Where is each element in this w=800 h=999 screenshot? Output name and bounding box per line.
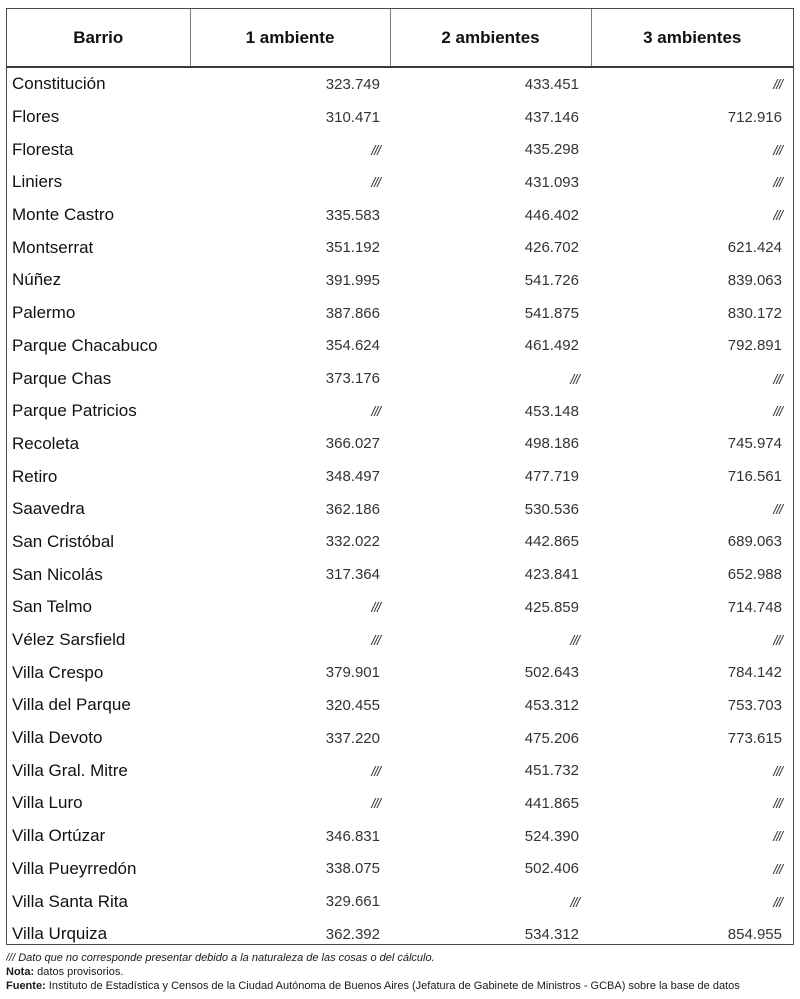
- cell-1-ambiente: 323.749: [325, 75, 380, 93]
- header-barrio: Barrio: [7, 9, 190, 67]
- cell-barrio: Saavedra: [12, 499, 85, 519]
- cell-barrio: Villa Luro: [12, 793, 83, 813]
- cell-1-ambiente: ///: [371, 762, 380, 779]
- cell-2-ambientes: 524.390: [524, 827, 579, 845]
- fuente-text: Instituto de Estadística y Censos de la Ciudad Autónoma de Buenos Aires (Jefatura de Gabinete de Ministros - GCBA) sobre la base de datos: [45, 980, 740, 992]
- table-row: [7, 133, 793, 166]
- cell-1-ambiente: 337.220: [325, 729, 380, 747]
- header-1-ambiente: 1 ambiente: [190, 9, 390, 67]
- cell-barrio: Villa Gral. Mitre: [12, 760, 128, 780]
- cell-2-ambientes: 433.451: [524, 75, 579, 93]
- cell-2-ambientes: 446.402: [524, 206, 579, 224]
- fuente-label: Fuente:: [6, 980, 46, 992]
- table-row: [7, 297, 793, 330]
- table-row: [7, 885, 793, 918]
- cell-barrio: Villa Pueyrredón: [12, 858, 137, 878]
- cell-3-ambientes: 830.172: [727, 304, 782, 322]
- cell-2-ambientes: 451.732: [524, 762, 579, 780]
- cell-3-ambientes: ///: [773, 76, 782, 93]
- price-table-frame: [6, 8, 794, 945]
- cell-2-ambientes: ///: [570, 632, 579, 649]
- cell-1-ambiente: 310.471: [325, 108, 380, 126]
- table-row: [7, 428, 793, 461]
- cell-barrio: Palermo: [12, 303, 76, 323]
- cell-barrio: Liniers: [12, 172, 63, 192]
- table-row: [7, 558, 793, 591]
- cell-2-ambientes: 431.093: [524, 173, 579, 191]
- cell-1-ambiente: 335.583: [325, 206, 380, 224]
- table-row: [7, 166, 793, 199]
- cell-1-ambiente: 320.455: [325, 696, 380, 714]
- cell-barrio: Parque Chas: [12, 368, 112, 388]
- cell-barrio: Villa Urquiza: [12, 924, 108, 944]
- cell-barrio: Villa Santa Rita: [12, 891, 128, 911]
- cell-1-ambiente: 317.364: [325, 566, 380, 584]
- cell-barrio: Recoleta: [12, 433, 80, 453]
- cell-1-ambiente: 373.176: [325, 370, 380, 388]
- cell-2-ambientes: 541.875: [524, 304, 579, 322]
- cell-barrio: Constitución: [12, 74, 106, 94]
- cell-3-ambientes: ///: [773, 207, 782, 224]
- cell-1-ambiente: 387.866: [325, 304, 380, 322]
- cell-1-ambiente: ///: [371, 403, 380, 420]
- cell-barrio: Villa del Parque: [12, 695, 131, 715]
- not-applicable-note: /// Dato que no corresponde presentar debido a la naturaleza de las cosas o del cálculo.: [6, 952, 435, 964]
- table-row: [7, 460, 793, 493]
- table-row: [7, 591, 793, 624]
- cell-1-ambiente: ///: [371, 599, 380, 616]
- footnotes: [6, 951, 796, 993]
- cell-3-ambientes: ///: [773, 795, 782, 812]
- cell-3-ambientes: ///: [773, 174, 782, 191]
- table-row: [7, 199, 793, 232]
- cell-3-ambientes: ///: [773, 762, 782, 779]
- table-row: [7, 264, 793, 297]
- cell-3-ambientes: 621.424: [727, 239, 782, 257]
- fuente-line: [6, 979, 796, 993]
- cell-barrio: Vélez Sarsfield: [12, 630, 126, 650]
- cell-3-ambientes: ///: [773, 370, 782, 387]
- cell-3-ambientes: 854.955: [727, 925, 782, 943]
- cell-barrio: Villa Ortúzar: [12, 826, 106, 846]
- cell-3-ambientes: 712.916: [727, 108, 782, 126]
- table-row: [7, 101, 793, 134]
- cell-barrio: Flores: [12, 107, 60, 127]
- cell-3-ambientes: 745.974: [727, 435, 782, 453]
- table-row: [7, 231, 793, 264]
- cell-2-ambientes: 502.643: [524, 664, 579, 682]
- cell-barrio: San Telmo: [12, 597, 93, 617]
- table-row: [7, 656, 793, 689]
- header-3-ambientes: 3 ambientes: [591, 9, 793, 67]
- cell-2-ambientes: ///: [570, 893, 579, 910]
- cell-1-ambiente: 332.022: [325, 533, 380, 551]
- cell-2-ambientes: 453.312: [524, 696, 579, 714]
- cell-2-ambientes: 423.841: [524, 566, 579, 584]
- header-2-ambientes: 2 ambientes: [390, 9, 591, 67]
- cell-3-ambientes: 792.891: [727, 337, 782, 355]
- cell-3-ambientes: 714.748: [727, 598, 782, 616]
- cell-3-ambientes: ///: [773, 828, 782, 845]
- cell-2-ambientes: 475.206: [524, 729, 579, 747]
- cell-3-ambientes: ///: [773, 141, 782, 158]
- cell-2-ambientes: 498.186: [524, 435, 579, 453]
- cell-2-ambientes: 453.148: [524, 402, 579, 420]
- cell-2-ambientes: 534.312: [524, 925, 579, 943]
- cell-1-ambiente: ///: [371, 632, 380, 649]
- cell-3-ambientes: 652.988: [727, 566, 782, 584]
- nota-line: [6, 965, 796, 979]
- table-row: [7, 624, 793, 657]
- cell-3-ambientes: ///: [773, 403, 782, 420]
- nota-label: Nota:: [6, 966, 35, 978]
- cell-1-ambiente: 338.075: [325, 860, 380, 878]
- cell-1-ambiente: 379.901: [325, 664, 380, 682]
- cell-3-ambientes: 716.561: [727, 468, 782, 486]
- cell-barrio: Villa Crespo: [12, 662, 104, 682]
- cell-barrio: Montserrat: [12, 237, 94, 257]
- cell-3-ambientes: 839.063: [727, 271, 782, 289]
- cell-1-ambiente: 329.661: [325, 893, 380, 911]
- cell-2-ambientes: 426.702: [524, 239, 579, 257]
- table-row: [7, 362, 793, 395]
- cell-3-ambientes: 689.063: [727, 533, 782, 551]
- cell-3-ambientes: 784.142: [727, 664, 782, 682]
- cell-barrio: San Nicolás: [12, 564, 103, 584]
- table-row: [7, 330, 793, 363]
- table-row: [7, 526, 793, 559]
- table-row: [7, 787, 793, 820]
- cell-1-ambiente: 366.027: [325, 435, 380, 453]
- cell-2-ambientes: 461.492: [524, 337, 579, 355]
- cell-1-ambiente: ///: [371, 795, 380, 812]
- cell-2-ambientes: 435.298: [524, 141, 579, 159]
- cell-1-ambiente: 391.995: [325, 271, 380, 289]
- table-row: [7, 820, 793, 853]
- table-row: [7, 722, 793, 755]
- price-table: [7, 9, 793, 951]
- cell-3-ambientes: ///: [773, 632, 782, 649]
- cell-barrio: Núñez: [12, 270, 62, 290]
- cell-barrio: San Cristóbal: [12, 531, 115, 551]
- cell-barrio: Villa Devoto: [12, 728, 103, 748]
- table-row: [7, 67, 793, 101]
- table-header-row: [7, 9, 793, 67]
- cell-barrio: Monte Castro: [12, 205, 115, 225]
- cell-2-ambientes: 477.719: [524, 468, 579, 486]
- cell-2-ambientes: 502.406: [524, 860, 579, 878]
- cell-2-ambientes: 437.146: [524, 108, 579, 126]
- cell-2-ambientes: 530.536: [524, 500, 579, 518]
- table-row: [7, 754, 793, 787]
- table-row: [7, 493, 793, 526]
- cell-1-ambiente: 346.831: [325, 827, 380, 845]
- cell-3-ambientes: 753.703: [727, 696, 782, 714]
- cell-2-ambientes: 425.859: [524, 598, 579, 616]
- table-row: [7, 918, 793, 951]
- cell-3-ambientes: ///: [773, 860, 782, 877]
- cell-barrio: Retiro: [12, 466, 58, 486]
- cell-3-ambientes: ///: [773, 893, 782, 910]
- cell-2-ambientes: 441.865: [524, 794, 579, 812]
- cell-2-ambientes: 541.726: [524, 271, 579, 289]
- cell-1-ambiente: 348.497: [325, 468, 380, 486]
- cell-3-ambientes: 773.615: [727, 729, 782, 747]
- cell-barrio: Floresta: [12, 139, 74, 159]
- table-row: [7, 689, 793, 722]
- nota-text: datos provisorios.: [34, 966, 124, 978]
- cell-1-ambiente: ///: [371, 141, 380, 158]
- cell-1-ambiente: 362.392: [325, 925, 380, 943]
- cell-1-ambiente: 362.186: [325, 500, 380, 518]
- cell-1-ambiente: 351.192: [325, 239, 380, 257]
- cell-3-ambientes: ///: [773, 501, 782, 518]
- cell-2-ambientes: ///: [570, 370, 579, 387]
- cell-2-ambientes: 442.865: [524, 533, 579, 551]
- cell-barrio: Parque Chacabuco: [12, 335, 158, 355]
- cell-1-ambiente: ///: [371, 174, 380, 191]
- cell-barrio: Parque Patricios: [12, 401, 137, 421]
- cell-1-ambiente: 354.624: [325, 337, 380, 355]
- table-row: [7, 853, 793, 886]
- table-body: [7, 67, 793, 951]
- table-row: [7, 395, 793, 428]
